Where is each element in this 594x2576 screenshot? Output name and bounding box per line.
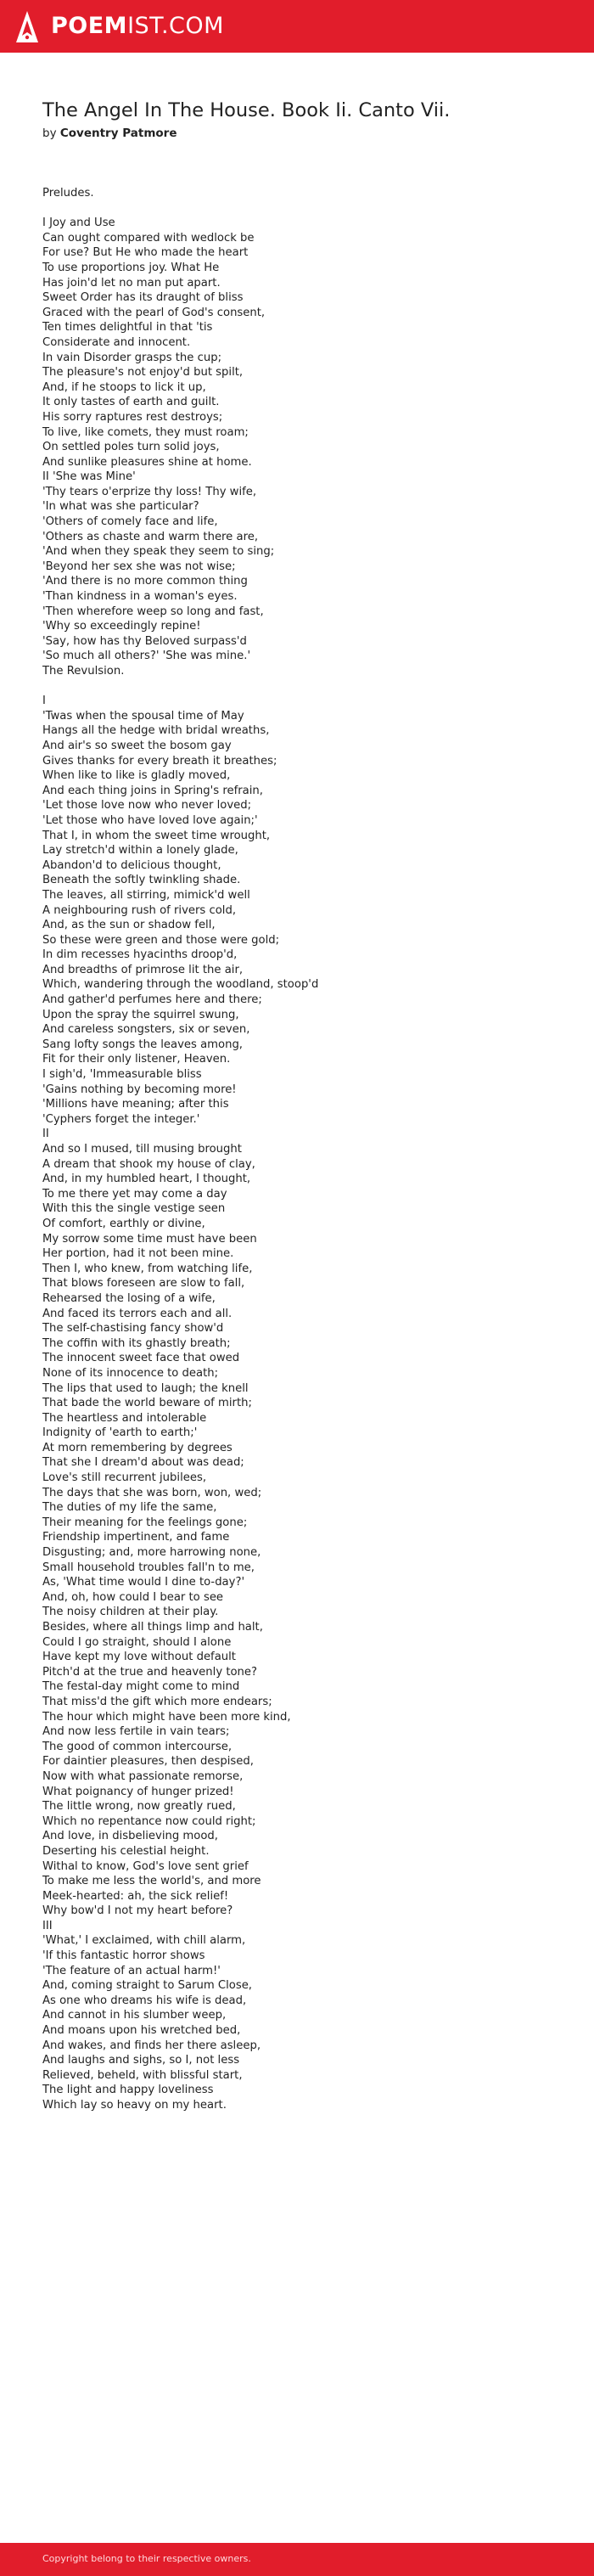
poem-line: To use proportions joy. What He: [42, 261, 220, 274]
poem-line: Deserting his celestial height.: [42, 1844, 210, 1858]
poem-line: 'Cyphers forget the integer.': [42, 1112, 200, 1126]
poem-line: Indignity of 'earth to earth;': [42, 1426, 198, 1440]
poem-line: That blows foreseen are slow to fall,: [42, 1277, 245, 1291]
poem-line: My sorrow some time must have been: [42, 1232, 257, 1246]
poem-line: Graced with the pearl of God's consent,: [42, 306, 266, 319]
poem-line: 'Others of comely face and life,: [42, 515, 218, 529]
poem-line: And careless songsters, six or seven,: [42, 1023, 250, 1037]
poem-line: Now with what passionate remorse,: [42, 1769, 244, 1783]
poem-line: That she I dream'd about was dead;: [42, 1456, 244, 1470]
poem-line: The leaves, all stirring, mimick'd well: [42, 888, 250, 902]
poem-line: 'Then wherefore weep so long and fast,: [42, 605, 264, 618]
poem-line: 'Let those love now who never loved;: [42, 799, 252, 813]
poem-line: That miss'd the gift which more endears;: [42, 1695, 272, 1708]
poem-line: At morn remembering by degrees: [42, 1441, 233, 1454]
poem-line: Relieved, beheld, with blissful start,: [42, 2068, 243, 2082]
poem-line: The self-chastising fancy show'd: [42, 1322, 224, 1336]
poem-line: The pleasure's not enjoy'd but spilt,: [42, 366, 244, 380]
poem-line: And, if he stoops to lick it up,: [42, 380, 206, 394]
poem-line: Why bow'd I not my heart before?: [42, 1904, 233, 1918]
poem-line: To make me less the world's, and more: [42, 1875, 261, 1888]
poem-line: So these were green and those were gold;: [42, 933, 280, 947]
poem-line: I: [42, 695, 46, 708]
poem-body: [42, 186, 577, 2113]
poem-line: Disgusting; and, more harrowing none,: [42, 1546, 261, 1560]
poem-line: 'Twas when the spousal time of May: [42, 709, 244, 723]
poem-line: 'Beyond her sex she was not wise;: [42, 560, 236, 573]
poem-line: Friendship impertinent, and fame: [42, 1531, 230, 1544]
poem-line: As one who dreams his wife is dead,: [42, 1994, 247, 2007]
poem-line: 'If this fantastic horror shows: [42, 1949, 205, 1963]
poem-line: Then I, who knew, from watching life,: [42, 1262, 253, 1275]
poem-line: And so I mused, till musing brought: [42, 1143, 242, 1156]
poem-line: Have kept my love without default: [42, 1651, 236, 1664]
poem-line: Could I go straight, should I alone: [42, 1635, 232, 1649]
poem-line: And wakes, and finds her there asleep,: [42, 2039, 261, 2052]
site-footer: [0, 2543, 594, 2576]
poem-line: It only tastes of earth and guilt.: [42, 396, 220, 409]
poem-line: 'Than kindness in a woman's eyes.: [42, 590, 238, 604]
poem-line: The hour which might have been more kind,: [42, 1710, 291, 1724]
copyright-text: Copyright belong to their respective owners.: [42, 2553, 251, 2564]
poem-line: Her portion, had it not been mine.: [42, 1247, 234, 1261]
poem-line: Rehearsed the losing of a wife,: [42, 1291, 216, 1305]
poem-line: Lay stretch'd within a lonely glade,: [42, 844, 238, 858]
poem-line: The heartless and intolerable: [42, 1411, 207, 1425]
poem-line: III: [42, 1919, 53, 1932]
poem-line: Considerate and innocent.: [42, 335, 191, 349]
poem-line: Sweet Order has its draught of bliss: [42, 291, 244, 305]
poem-line: Which no repentance now could right;: [42, 1814, 256, 1828]
poem-line: Beneath the softly twinkling shade.: [42, 874, 241, 887]
poem-line: Meek-hearted: ah, the sick relief!: [42, 1889, 229, 1903]
poem-line: For daintier pleasures, then despised,: [42, 1755, 254, 1769]
poem-line: And air's so sweet the bosom gay: [42, 739, 232, 752]
poem-line: The lips that used to laugh; the knell: [42, 1381, 249, 1395]
poem-line: 'And when they speak they seem to sing;: [42, 545, 275, 559]
poem-line: A neighbouring rush of rivers cold,: [42, 903, 237, 917]
poem-line: The duties of my life the same,: [42, 1501, 217, 1515]
poem-line: Ten times delightful in that 'tis: [42, 321, 213, 335]
poem-line: 'Thy tears o'erprize thy loss! Thy wife,: [42, 485, 257, 498]
poem-line: None of its innocence to death;: [42, 1366, 219, 1380]
brand-bold-text: POEM: [51, 13, 128, 39]
poem-line: Pitch'd at the true and heavenly tone?: [42, 1665, 258, 1679]
poem-line: Love's still recurrent jubilees,: [42, 1471, 207, 1485]
poem-line: To live, like comets, they must roam;: [42, 425, 249, 439]
poem-line: To me there yet may come a day: [42, 1187, 227, 1201]
poem-line: I sigh'd, 'Immeasurable bliss: [42, 1068, 202, 1082]
poem-line: The innocent sweet face that owed: [42, 1352, 240, 1365]
poem-line: 'Gains nothing by becoming more!: [42, 1083, 237, 1096]
poem-title: The Angel In The House. Book Ii. Canto Vii.: [42, 99, 451, 121]
poem-line: And moans upon his wretched bed,: [42, 2024, 241, 2038]
poem-line: And, coming straight to Sarum Close,: [42, 1979, 253, 1993]
poem-line: And, as the sun or shadow fell,: [42, 919, 216, 932]
brand-rest-text: IST.COM: [127, 13, 224, 39]
poem-line: On settled poles turn solid joys,: [42, 441, 220, 454]
poem-line: 'Let those who have loved love again;': [42, 813, 258, 827]
poem-line: Preludes.: [42, 187, 94, 200]
poem-line: His sorry raptures rest destroys;: [42, 410, 223, 424]
author-link[interactable]: Coventry Patmore: [59, 127, 177, 140]
poem-line: Besides, where all things limp and halt,: [42, 1621, 263, 1634]
poem-line: Fit for their only listener, Heaven.: [42, 1053, 231, 1066]
poem-line: Sang lofty songs the leaves among,: [42, 1038, 244, 1051]
poem-line: 'What,' I exclaimed, with chill alarm,: [42, 1934, 246, 1948]
poem-line: As, 'What time would I dine to-day?': [42, 1576, 245, 1589]
poem-line: And, in my humbled heart, I thought,: [42, 1173, 251, 1186]
poem-line: Withal to know, God's love sent grief: [42, 1859, 249, 1873]
poem-line: And sunlike pleasures shine at home.: [42, 455, 252, 469]
poem-line: The coffin with its ghastly breath;: [42, 1336, 231, 1350]
poem-line: Which, wandering through the woodland, stoop'd: [42, 978, 319, 992]
poem-line: And cannot in his slumber weep,: [42, 2009, 227, 2022]
poem-line: And gather'd perfumes here and there;: [42, 993, 262, 1007]
poem-line: 'So much all others?' 'She was mine.': [42, 650, 251, 663]
poem-line: When like to like is gladly moved,: [42, 769, 231, 783]
poem-line: And now less fertile in vain tears;: [42, 1725, 230, 1739]
poem-line: II: [42, 1128, 49, 1141]
poem-line: That I, in whom the sweet time wrought,: [42, 829, 271, 842]
poem-line: The noisy children at their play.: [42, 1606, 219, 1619]
poem-line: 'And there is no more common thing: [42, 575, 248, 588]
by-label: by: [42, 127, 57, 140]
poem-line: And love, in disbelieving mood,: [42, 1830, 218, 1843]
poem-line: And laughs and sighs, so I, not less: [42, 2054, 240, 2067]
poemist-logo-icon[interactable]: [14, 8, 41, 44]
poem-line: 'The feature of an actual harm!': [42, 1964, 221, 1977]
poem-line: The good of common intercourse,: [42, 1740, 233, 1753]
site-header: [0, 0, 594, 53]
poem-line: Their meaning for the feelings gone;: [42, 1516, 248, 1529]
poem-byline: [42, 126, 177, 141]
site-brand-link[interactable]: [51, 12, 224, 41]
poem-line: With this the single vestige seen: [42, 1202, 226, 1216]
poem-line: What poignancy of hunger prized!: [42, 1785, 234, 1798]
poem-line: The little wrong, now greatly rued,: [42, 1800, 236, 1814]
poem-line: The days that she was born, won, wed;: [42, 1486, 262, 1499]
poem-line: And, oh, how could I bear to see: [42, 1590, 224, 1604]
poem-line: And breadths of primrose lit the air,: [42, 963, 244, 976]
poem-line: 'Millions have meaning; after this: [42, 1098, 229, 1111]
poem-line: Of comfort, earthly or divine,: [42, 1217, 205, 1230]
poem-line: Which lay so heavy on my heart.: [42, 2099, 227, 2112]
poem-line: Has join'd let no man put apart.: [42, 276, 221, 290]
poem-line: 'Say, how has thy Beloved surpass'd: [42, 634, 247, 648]
poem-line: And each thing joins in Spring's refrain,: [42, 784, 263, 797]
poem-line: A dream that shook my house of clay,: [42, 1157, 255, 1171]
poem-line: Gives thanks for every breath it breathes;: [42, 754, 277, 768]
poem-line: For use? But He who made the heart: [42, 246, 249, 260]
poem-line: Small household troubles fall'n to me,: [42, 1561, 255, 1574]
poem-line: 'Why so exceedingly repine!: [42, 620, 201, 633]
poem-line: [42, 679, 577, 695]
poem-line: Hangs all the hedge with bridal wreaths,: [42, 724, 270, 738]
poem-line: Abandon'd to delicious thought,: [42, 858, 221, 872]
poem-line: In dim recesses hyacinths droop'd,: [42, 948, 238, 962]
poem-line: In vain Disorder grasps the cup;: [42, 351, 222, 364]
poem-line: 'Others as chaste and warm there are,: [42, 530, 259, 543]
poem-line: Can ought compared with wedlock be: [42, 231, 255, 245]
poem-line: II 'She was Mine': [42, 470, 136, 484]
poem-line: The light and happy loveliness: [42, 2084, 214, 2097]
poem-line: Upon the spray the squirrel swung,: [42, 1008, 239, 1021]
poem-line: [42, 201, 577, 217]
poem-line: 'In what was she particular?: [42, 500, 199, 514]
poem-line: I Joy and Use: [42, 217, 115, 230]
poem-line: And faced its terrors each and all.: [42, 1307, 233, 1320]
poem-line: That bade the world beware of mirth;: [42, 1397, 252, 1410]
poem-line: The festal-day might come to mind: [42, 1680, 240, 1694]
poem-line: The Revulsion.: [42, 665, 125, 678]
